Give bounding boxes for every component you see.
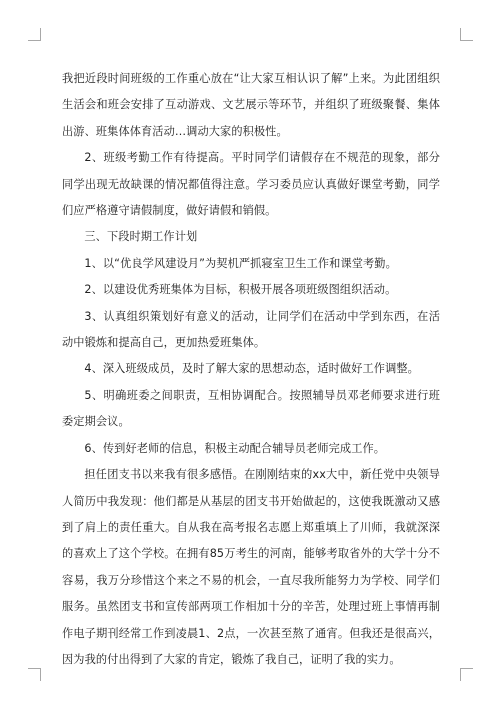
crop-mark-bottom-right: [460, 668, 473, 681]
document-body: [62, 66, 440, 673]
plan-item-5: 5、明确班委之间职责，互相协调配合。按照辅导员邓老师要求进行班委定期会议。: [62, 388, 440, 429]
paragraph-attendance: 2、班级考勤工作有待提高。平时同学们请假存在不规范的现象，部分同学出现无故缺课的情况都值得注意。学习委员应认真做好课堂考勤，同学们应严格遵守请假制度，做好请假和销假。: [62, 151, 440, 218]
plan-item-4: 4、深入班级成员，及时了解大家的思想动态，适时做好工作调整。: [84, 362, 419, 376]
plan-item-2: 2、以建设优秀班集体为目标，积极开展各项班级图组织活动。: [84, 283, 397, 297]
crop-mark-bottom-left: [28, 668, 41, 681]
plan-item-1: 1、以“优良学风建设月”为契机严抓寝室卫生工作和课堂考勤。: [84, 256, 397, 270]
crop-mark-top-left: [28, 28, 41, 41]
section-heading-plan: 三、下段时期工作计划: [84, 230, 198, 244]
paragraph-continuation: 我把近段时间班级的工作重心放在“让大家互相认识了解”上来。为此团组织生活会和班会安排了互动游戏、文艺展示等环节，并组织了班级聚餐、集体出游、班集体体育活动…调动大家的积极性。: [62, 72, 440, 138]
paragraph-reflection: 担任团支书以来我有很多感悟。在刚刚结束的xx大中，新任党中央领导人简历中我发现：他们都是从基层的团支书开始做起的，这使我既激动又感到了肩上的责任重大。自从我在高考报名志愿上郑重填上了川师，我就深深的喜欢上了这个学校。在拥有85万考生的河南，能够考取省外的大学十分不容易，我万分珍惜这个来之不易的机会，一直尽我所能努力为学校、同学们服务。虽然团支书和宣传部两项工作相加十分的辛苦，处理过班上事情再制作电子期刊经常工作到凌晨1、2点，一次甚至熬了通宵。但我还是很高兴，因为我的付出得到了大家的肯定，锻炼了我自己，证明了我的实力。: [62, 468, 440, 666]
crop-mark-top-right: [460, 28, 473, 41]
plan-item-3: 3、认真组织策划好有意义的活动，让同学们在活动中学到东西，在活动中锻炼和提高自己，更加热爱班集体。: [62, 309, 440, 350]
plan-item-6: 6、传到好老师的信息，积极主动配合辅导员老师完成工作。: [84, 441, 386, 455]
